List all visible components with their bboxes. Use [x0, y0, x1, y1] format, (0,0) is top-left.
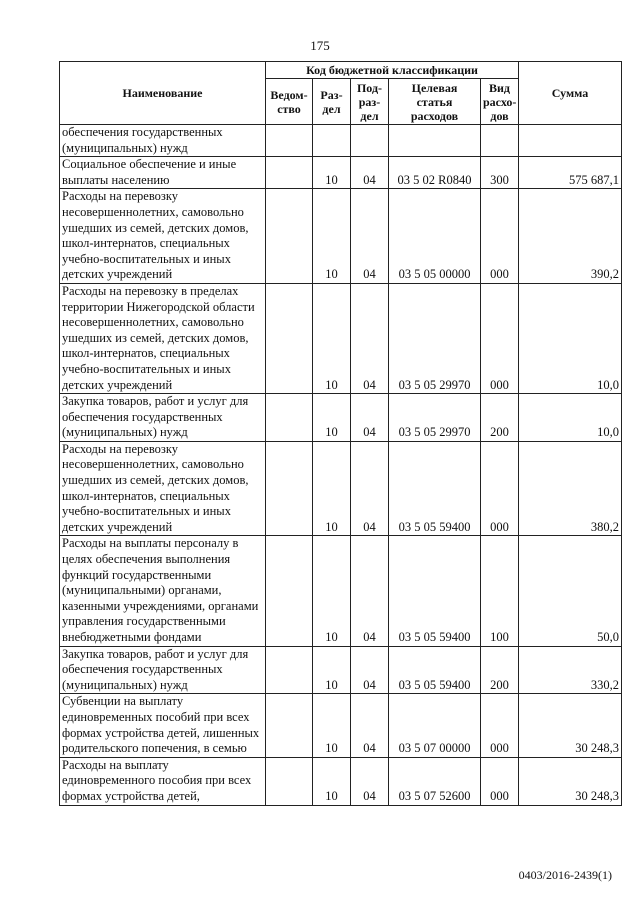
- row-kind: 200: [481, 394, 519, 442]
- row-subsection: 04: [351, 694, 389, 757]
- row-section: 10: [313, 536, 351, 646]
- table-row: [60, 441, 622, 536]
- row-dept: [266, 646, 313, 694]
- header-sum: Сумма: [519, 62, 622, 125]
- row-kind: 100: [481, 536, 519, 646]
- row-target: 03 5 02 R0840: [389, 157, 481, 189]
- table-row: [60, 125, 622, 157]
- row-sum: 10,0: [519, 283, 622, 393]
- document-code: 0403/2016-2439(1): [518, 868, 612, 882]
- row-dept: [266, 157, 313, 189]
- row-subsection: 04: [351, 646, 389, 694]
- row-sum: 50,0: [519, 536, 622, 646]
- budget-table: [59, 61, 622, 806]
- row-kind: 000: [481, 189, 519, 284]
- header-subsection: Под- раз- дел: [351, 79, 389, 125]
- row-target: 03 5 05 29970: [389, 283, 481, 393]
- header-classification-group: Код бюджетной классификации: [266, 62, 519, 79]
- table-header-row: [60, 62, 622, 79]
- row-kind: 300: [481, 157, 519, 189]
- row-name: Расходы на перевозку в пределах территории Нижегородской области несовершеннолетних, самовольно ушедших из семей, детских домов, школ-интернатов, специальных учебно-воспитательных и иных детских учреждений: [60, 283, 266, 393]
- header-name: Наименование: [60, 62, 266, 125]
- row-dept: [266, 536, 313, 646]
- row-kind: 200: [481, 646, 519, 694]
- row-sum: 10,0: [519, 394, 622, 442]
- row-sum: 330,2: [519, 646, 622, 694]
- row-section: 10: [313, 441, 351, 536]
- row-subsection: 04: [351, 394, 389, 442]
- header-kind: Вид расхо- дов: [481, 79, 519, 125]
- row-dept: [266, 283, 313, 393]
- header-section: Раз- дел: [313, 79, 351, 125]
- table-row: [60, 536, 622, 646]
- row-name: Закупка товаров, работ и услуг для обеспечения государственных (муниципальных) нужд: [60, 394, 266, 442]
- row-subsection: 04: [351, 189, 389, 284]
- row-dept: [266, 694, 313, 757]
- table-row: [60, 646, 622, 694]
- row-name: Закупка товаров, работ и услуг для обеспечения государственных (муниципальных) нужд: [60, 646, 266, 694]
- row-section: 10: [313, 394, 351, 442]
- row-subsection: 04: [351, 157, 389, 189]
- row-dept: [266, 189, 313, 284]
- table-row: [60, 189, 622, 284]
- row-subsection: 04: [351, 757, 389, 805]
- header-target: Целевая статья расходов: [389, 79, 481, 125]
- table-row: [60, 694, 622, 757]
- row-target: 03 5 07 52600: [389, 757, 481, 805]
- row-target: 03 5 05 59400: [389, 441, 481, 536]
- row-section: 10: [313, 157, 351, 189]
- row-sum: 30 248,3: [519, 694, 622, 757]
- row-dept: [266, 125, 313, 157]
- row-sum: 575 687,1: [519, 157, 622, 189]
- row-sum: 390,2: [519, 189, 622, 284]
- row-name: Расходы на выплаты персоналу в целях обеспечения выполнения функций государственными (муниципальными) органами, казенными учреждениями, органами управления государственными внебюджетными фондами: [60, 536, 266, 646]
- row-kind: [481, 125, 519, 157]
- row-target: [389, 125, 481, 157]
- row-section: 10: [313, 283, 351, 393]
- row-target: 03 5 05 59400: [389, 646, 481, 694]
- row-section: [313, 125, 351, 157]
- row-kind: 000: [481, 441, 519, 536]
- row-name: обеспечения государственных (муниципальных) нужд: [60, 125, 266, 157]
- row-name: Расходы на перевозку несовершеннолетних, самовольно ушедших из семей, детских домов, школ-интернатов, специальных учебно-воспитательных и иных детских учреждений: [60, 441, 266, 536]
- page-number: 175: [310, 38, 330, 53]
- row-target: 03 5 05 59400: [389, 536, 481, 646]
- table-row: [60, 394, 622, 442]
- row-kind: 000: [481, 283, 519, 393]
- row-target: 03 5 05 00000: [389, 189, 481, 284]
- row-kind: 000: [481, 694, 519, 757]
- row-subsection: [351, 125, 389, 157]
- row-sum: [519, 125, 622, 157]
- row-dept: [266, 441, 313, 536]
- row-name: Расходы на выплату единовременного пособия при всех формах устройства детей,: [60, 757, 266, 805]
- table-row: [60, 757, 622, 805]
- row-name: Расходы на перевозку несовершеннолетних, самовольно ушедших из семей, детских домов, школ-интернатов, специальных учебно-воспитательных и иных детских учреждений: [60, 189, 266, 284]
- row-subsection: 04: [351, 283, 389, 393]
- table-row: [60, 283, 622, 393]
- table-row: [60, 157, 622, 189]
- header-dept: Ведом- ство: [266, 79, 313, 125]
- row-section: 10: [313, 757, 351, 805]
- row-target: 03 5 07 00000: [389, 694, 481, 757]
- row-section: 10: [313, 694, 351, 757]
- row-kind: 000: [481, 757, 519, 805]
- row-sum: 380,2: [519, 441, 622, 536]
- row-dept: [266, 757, 313, 805]
- row-section: 10: [313, 189, 351, 284]
- row-target: 03 5 05 29970: [389, 394, 481, 442]
- row-section: 10: [313, 646, 351, 694]
- row-name: Субвенции на выплату единовременных пособий при всех формах устройства детей, лишенных родительского попечения, в семью: [60, 694, 266, 757]
- row-sum: 30 248,3: [519, 757, 622, 805]
- row-name: Социальное обеспечение и иные выплаты населению: [60, 157, 266, 189]
- row-dept: [266, 394, 313, 442]
- row-subsection: 04: [351, 536, 389, 646]
- row-subsection: 04: [351, 441, 389, 536]
